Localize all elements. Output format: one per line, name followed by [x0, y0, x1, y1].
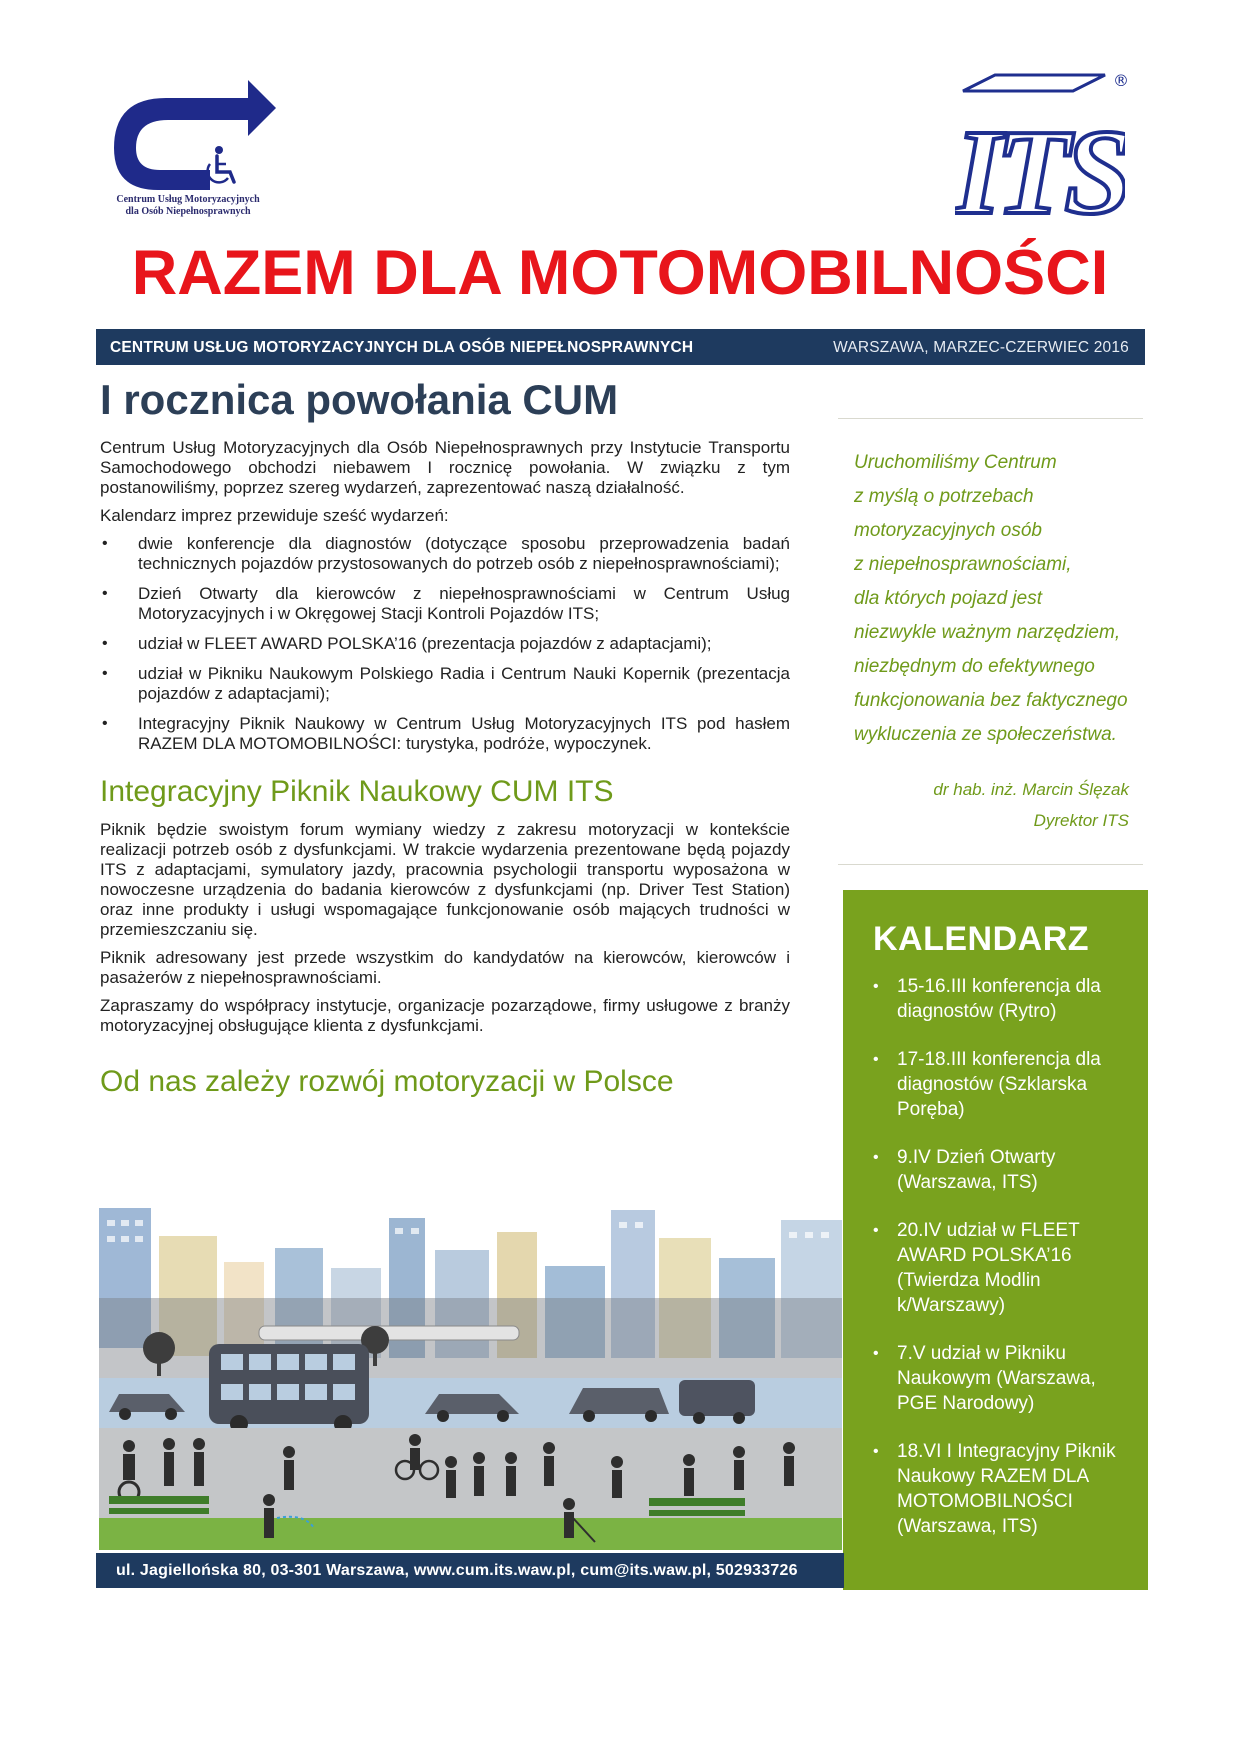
- calendar-intro: Kalendarz imprez przewiduje sześć wydarzeń:: [100, 506, 449, 525]
- events-list: [100, 534, 790, 754]
- article-intro: Centrum Usług Motoryzacyjnych dla Osób Niepełnosprawnych przy Instytucie Transportu Samochodowego obchodzi niebawem I rocznicę powołania. W związku z tym postanowiliśmy, poprzez szereg wydarzeń, zaprezentować naszą działalność.: [100, 438, 790, 497]
- picnic-heading: Integracyjny Piknik Naukowy CUM ITS: [100, 775, 614, 808]
- list-item: • 18.VI I Integracyjny Piknik Naukowy RAZEM DLA MOTOMOBILNOŚCI (Warszawa, ITS): [873, 1439, 1135, 1539]
- calendar-sidebar: [843, 890, 1148, 1590]
- quote-role: Dyrektor ITS: [1033, 811, 1129, 830]
- banner-date-location: WARSZAWA, MARZEC-CZERWIEC 2016: [833, 339, 1129, 356]
- page-title: RAZEM DLA MOTOMOBILNOŚCI: [131, 238, 1109, 308]
- quote-attribution: [838, 774, 1143, 836]
- cum-arrow-wheelchair-icon: [98, 78, 278, 196]
- its-logo-icon: [955, 65, 1125, 225]
- calendar-list: [873, 974, 1135, 1562]
- footer-contact: [96, 1553, 844, 1588]
- quote-text: [838, 446, 1143, 752]
- quote-line: dla których pojazd jest: [854, 588, 1042, 609]
- quote-line: motoryzacyjnych osób: [854, 520, 1042, 541]
- list-item: • Dzień Otwarty dla kierowców z niepełnosprawnościami w Centrum Usług Motoryzacyjnych i w Okręgowej Stacji Kontroli Pojazdów ITS;: [100, 584, 790, 624]
- quote-line: z myślą o potrzebach: [854, 486, 1034, 507]
- list-item: • udział w FLEET AWARD POLSKA’16 (prezentacja pojazdów z adaptacjami);: [100, 634, 790, 654]
- its-logo: [955, 65, 1135, 225]
- quote-line: funkcjonowania bez faktycznego: [854, 690, 1128, 711]
- banner-organization: CENTRUM USŁUG MOTORYZACYJNYCH DLA OSÓB NIEPEŁNOSPRAWNYCH: [110, 339, 694, 356]
- cum-caption-line2: dla Osób Niepełnosprawnych: [125, 206, 251, 217]
- list-item: • 9.IV Dzień Otwarty (Warszawa, ITS): [873, 1145, 1135, 1195]
- cum-logo: [98, 78, 278, 228]
- divider: [838, 864, 1143, 865]
- registered-mark: ®: [1113, 71, 1129, 90]
- list-item: • dwie konferencje dla diagnostów (dotyczące sposobu przeprowadzenia badań technicznych pojazdów przystosowanych do potrzeb osób z niepełnosprawnościami);: [100, 534, 790, 574]
- list-item: • udział w Pikniku Naukowym Polskiego Radia i Centrum Nauki Kopernik (prezentacja pojazdów z adaptacjami);: [100, 664, 790, 704]
- list-item: • Integracyjny Piknik Naukowy w Centrum Usług Motoryzacyjnych ITS pod hasłem RAZEM DLA MOTOMOBILNOŚCI: turystyka, podróże, wypoczynek.: [100, 714, 790, 754]
- city-illustration: [99, 1208, 842, 1550]
- list-item: • 17-18.III konferencja dla diagnostów (Szklarska Poręba): [873, 1047, 1135, 1122]
- its-logo-text: ITS: [955, 105, 1125, 225]
- quote-line: Uruchomiliśmy Centrum: [854, 452, 1057, 473]
- divider: [838, 418, 1143, 419]
- header-banner: [96, 329, 1145, 365]
- footer-contact-text: ul. Jagiellońska 80, 03-301 Warszawa, www.cum.its.waw.pl, cum@its.waw.pl, 502933726: [116, 1562, 798, 1579]
- slogan: Od nas zależy rozwój motoryzacji w Polsce: [100, 1065, 674, 1098]
- city-scene-image: [99, 1208, 842, 1550]
- list-item: • 15-16.III konferencja dla diagnostów (Rytro): [873, 974, 1135, 1024]
- list-item: • 7.V udział w Pikniku Naukowym (Warszawa, PGE Narodowy): [873, 1341, 1135, 1416]
- calendar-heading: KALENDARZ: [873, 920, 1090, 958]
- quote-line: niezbędnym do efektywnego: [854, 656, 1095, 677]
- main-column: [100, 372, 790, 1102]
- article-heading: I rocznica powołania CUM: [100, 376, 619, 423]
- quote-line: z niepełnosprawnościami,: [854, 554, 1072, 575]
- picnic-paragraph-3: Zapraszamy do współpracy instytucje, organizacje pozarządowe, firmy usługowe z branży motoryzacyjnej obsługujące klienta z dysfunkcjami.: [100, 996, 790, 1035]
- quote-author: dr hab. inż. Marcin Ślęzak: [933, 780, 1129, 799]
- list-item: • 20.IV udział w FLEET AWARD POLSKA’16 (Twierdza Modlin k/Warszawy): [873, 1218, 1135, 1318]
- cum-caption-line1: Centrum Usług Motoryzacyjnych: [116, 194, 260, 205]
- quote-line: wykluczenia ze społeczeństwa.: [854, 724, 1117, 745]
- picnic-paragraph-2: Piknik adresowany jest przede wszystkim do kandydatów na kierowców, kierowców i pasażerów z niepełnosprawnościami.: [100, 948, 790, 987]
- picnic-paragraph-1: Piknik będzie swoistym forum wymiany wiedzy z zakresu motoryzacji w kontekście realizacji potrzeb osób z dysfunkcjami. W trakcie wydarzenia prezentowane będą pojazdy ITS z adaptacjami, symulatory jazdy, pracownia psychologii transportu wyposażona w nowoczesne urządzenia do badania kierowców z dysfunkcjami (np. Driver Test Station) oraz inne produkty i usługi wspomagające funkcjonowanie osób mających trudności w przemieszczaniu się.: [100, 820, 790, 939]
- quote-line: niezwykle ważnym narzędziem,: [854, 622, 1121, 643]
- director-quote: [838, 446, 1143, 836]
